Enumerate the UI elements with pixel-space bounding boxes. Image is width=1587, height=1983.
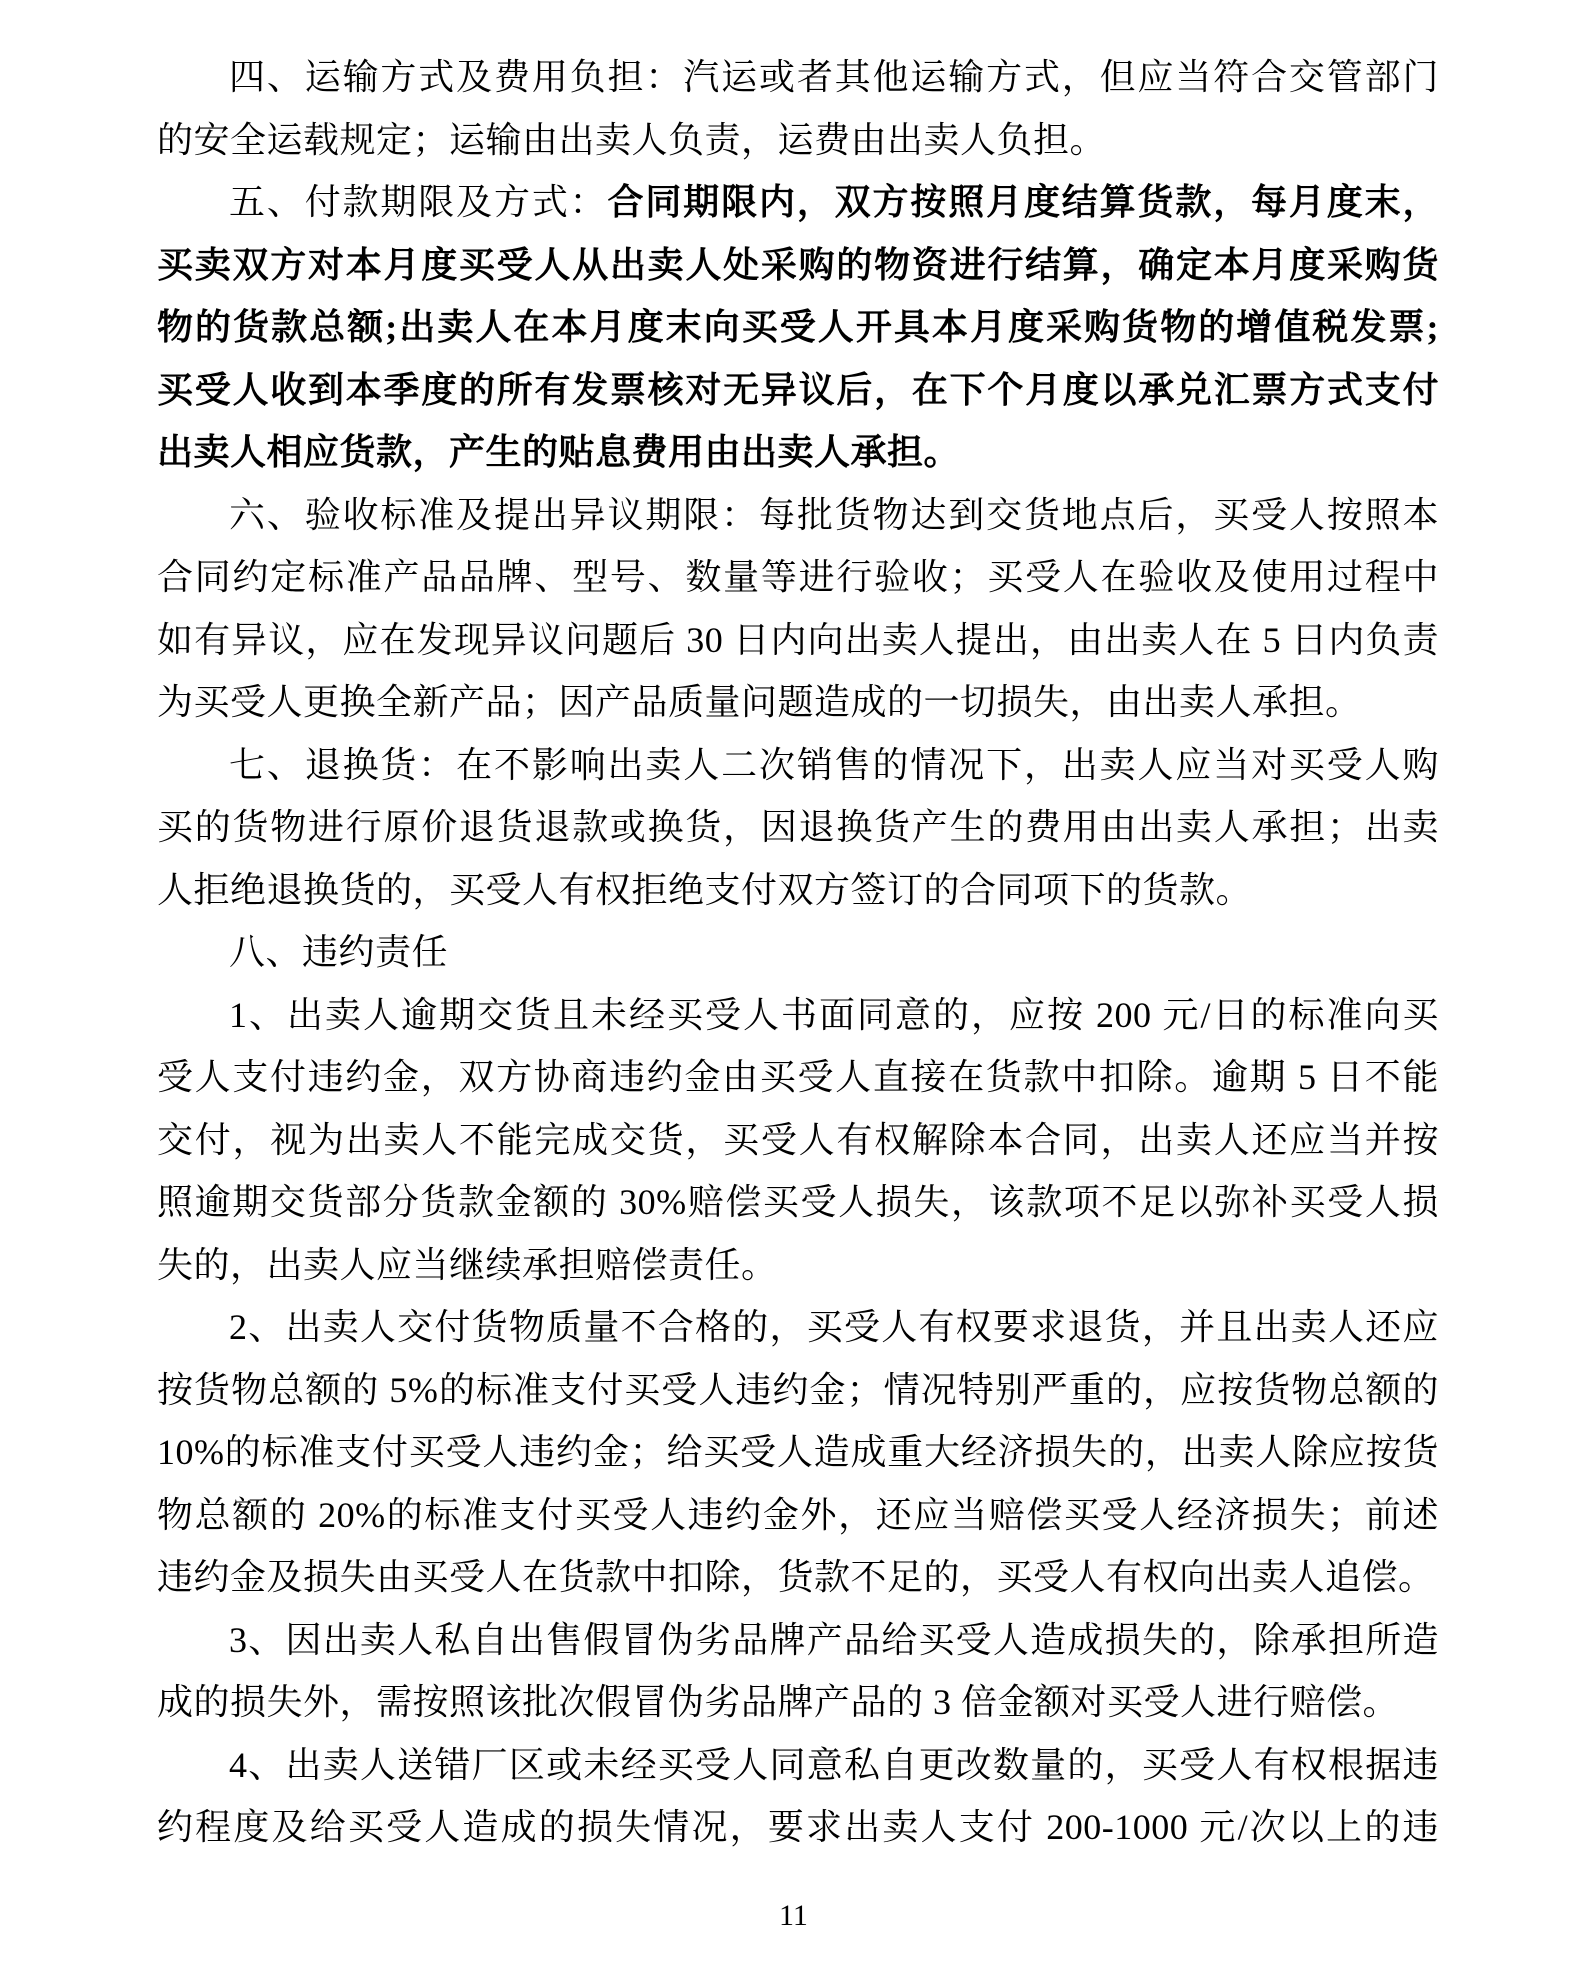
liability-item-3 bbox=[157, 1609, 1439, 1734]
text-line bbox=[157, 984, 1439, 1047]
text-line bbox=[157, 234, 1439, 297]
text-line bbox=[157, 1734, 1439, 1797]
liability-item-2 bbox=[157, 1296, 1439, 1609]
text-run: 受人支付违约金，双方协商违约金由买受人直接在货款中扣除。逾期 5 日不能 bbox=[157, 1057, 1439, 1097]
contract-text-block bbox=[157, 46, 1439, 1859]
text-run: 按货物总额的 5%的标准支付买受人违约金；情况特别严重的，应按货物总额的 bbox=[157, 1369, 1439, 1410]
text-line bbox=[157, 1046, 1439, 1109]
text-run: 出卖人相应货款，产生的贴息费用由出卖人承担。 bbox=[157, 432, 961, 472]
liability-item-1 bbox=[157, 984, 1439, 1297]
text-line bbox=[157, 296, 1439, 359]
clause-8-liability-heading bbox=[157, 921, 1439, 984]
liability-item-4 bbox=[157, 1734, 1439, 1859]
text-run: 四、运输方式及费用负担：汽运或者其他运输方式，但应当符合交管部门 bbox=[229, 57, 1439, 97]
text-run: 买受人收到本季度的所有发票核对无异议后，在下个月度以承兑汇票方式支付 bbox=[157, 369, 1439, 410]
text-run: 3、因出卖人私自出售假冒伪劣品牌产品给买受人造成损失的，除承担所造 bbox=[229, 1619, 1439, 1660]
text-line bbox=[157, 609, 1439, 672]
text-run: 4、出卖人送错厂区或未经买受人同意私自更改数量的，买受人有权根据违 bbox=[229, 1744, 1439, 1785]
text-run: 失的，出卖人应当继续承担赔偿责任。 bbox=[157, 1244, 778, 1285]
text-run: 物总额的 20%的标准支付买受人违约金外，还应当赔偿买受人经济损失；前述 bbox=[157, 1494, 1439, 1535]
text-line bbox=[157, 484, 1439, 547]
text-run: 物的货款总额;出卖人在本月度末向买受人开具本月度采购货物的增值税发票; bbox=[157, 307, 1439, 347]
text-run: 五、付款期限及方式： bbox=[229, 182, 608, 222]
text-run: 约程度及给买受人造成的损失情况，要求出卖人支付 200-1000 元/次以上的违 bbox=[157, 1807, 1439, 1847]
text-line bbox=[157, 1671, 1439, 1734]
text-line bbox=[157, 671, 1439, 734]
text-line bbox=[157, 1359, 1439, 1422]
text-run: 交付，视为出卖人不能完成交货，买受人有权解除本合同，出卖人还应当并按 bbox=[157, 1119, 1439, 1160]
text-run: 合同约定标准产品品牌、型号、数量等进行验收；买受人在验收及使用过程中 bbox=[157, 557, 1439, 597]
text-line bbox=[157, 171, 1439, 234]
text-run: 八、违约责任 bbox=[229, 932, 449, 972]
text-run: 六、验收标准及提出异议期限：每批货物达到交货地点后，买受人按照本 bbox=[229, 494, 1439, 535]
page-footer bbox=[0, 1896, 1587, 1936]
text-run: 七、退换货：在不影响出卖人二次销售的情况下，出卖人应当对买受人购 bbox=[229, 744, 1439, 785]
text-run: 违约金及损失由买受人在货款中扣除，货款不足的，买受人有权向出卖人追偿。 bbox=[157, 1557, 1435, 1597]
text-run: 买卖双方对本月度买受人从出卖人处采购的物资进行结算，确定本月度采购货 bbox=[157, 244, 1439, 285]
text-line bbox=[157, 1171, 1439, 1234]
text-line bbox=[157, 1484, 1439, 1547]
text-line bbox=[157, 359, 1439, 422]
text-run: 买的货物进行原价退货退款或换货，因退换货产生的费用由出卖人承担；出卖 bbox=[157, 807, 1439, 847]
clause-4-transport bbox=[157, 46, 1439, 171]
text-run: 照逾期交货部分货款金额的 30%赔偿买受人损失，该款项不足以弥补买受人损 bbox=[157, 1182, 1439, 1222]
text-line bbox=[157, 859, 1439, 922]
text-run: 2、出卖人交付货物质量不合格的，买受人有权要求退货，并且出卖人还应 bbox=[229, 1307, 1439, 1347]
page-number: 11 bbox=[779, 1899, 808, 1932]
clause-7-returns bbox=[157, 734, 1439, 922]
text-line bbox=[157, 1421, 1439, 1484]
text-run: 的安全运载规定；运输由出卖人负责，运费由出卖人负担。 bbox=[157, 119, 1107, 160]
text-line bbox=[157, 734, 1439, 797]
text-line bbox=[157, 546, 1439, 609]
text-line bbox=[157, 421, 1439, 484]
text-run: 1、出卖人逾期交货且未经买受人书面同意的，应按 200 元/日的标准向买 bbox=[229, 994, 1439, 1035]
text-line bbox=[157, 796, 1439, 859]
text-run: 为买受人更换全新产品；因产品质量问题造成的一切损失，由出卖人承担。 bbox=[157, 682, 1362, 722]
text-line bbox=[157, 1796, 1439, 1859]
text-line bbox=[157, 109, 1439, 172]
text-run: 如有异议，应在发现异议问题后 30 日内向出卖人提出，由出卖人在 5 日内负责 bbox=[157, 619, 1439, 660]
text-run: 成的损失外，需按照该批次假冒伪劣品牌产品的 3 倍金额对买受人进行赔偿。 bbox=[157, 1682, 1400, 1722]
text-run: 10%的标准支付买受人违约金；给买受人造成重大经济损失的，出卖人除应按货 bbox=[157, 1432, 1439, 1472]
text-run: 合同期限内，双方按照月度结算货款，每月度末， bbox=[607, 182, 1439, 222]
text-line bbox=[157, 921, 1439, 984]
text-run: 人拒绝退换货的，买受人有权拒绝支付双方签订的合同项下的货款。 bbox=[157, 869, 1253, 910]
text-line bbox=[157, 1296, 1439, 1359]
clause-6-acceptance bbox=[157, 484, 1439, 734]
clause-5-payment bbox=[157, 171, 1439, 484]
text-line bbox=[157, 46, 1439, 109]
text-line bbox=[157, 1609, 1439, 1672]
text-line bbox=[157, 1546, 1439, 1609]
text-line bbox=[157, 1109, 1439, 1172]
text-line bbox=[157, 1234, 1439, 1297]
